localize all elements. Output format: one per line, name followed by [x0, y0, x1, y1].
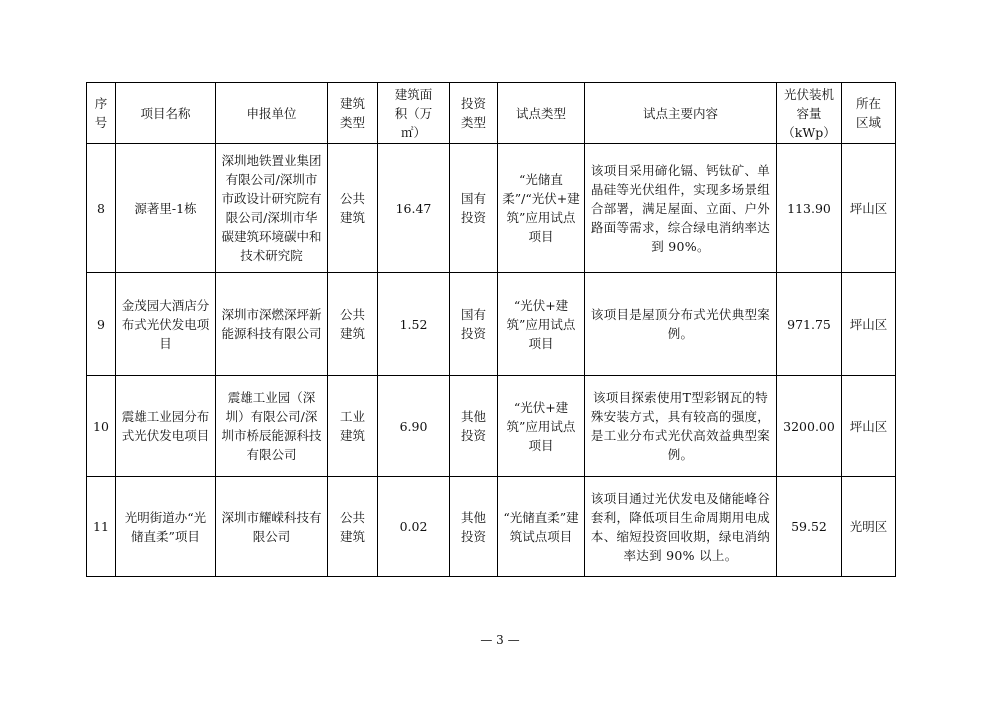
cell-building-type: 公共建筑: [328, 273, 378, 376]
cell-area: 0.02: [378, 477, 450, 577]
cell-content: 该项目探索使用T型彩钢瓦的特殊安装方式，具有较高的强度，是工业分布式光伏高效益典型案例。: [585, 376, 777, 477]
cell-content: 该项目通过光伏发电及储能峰谷套利，降低项目生命周期用电成本、缩短投资回收期，绿电消纳率达到 90% 以上。: [585, 477, 777, 577]
cell-invest: 国有投资: [450, 273, 498, 376]
table-row: [87, 477, 896, 577]
cell-area: 16.47: [378, 144, 450, 273]
cell-no: 11: [87, 477, 116, 577]
cell-pilot: “光储直柔”/“光伏+建筑”应用试点项目: [498, 144, 585, 273]
cell-name: 光明街道办“光储直柔”项目: [116, 477, 216, 577]
header-row: [87, 83, 896, 144]
cell-district: 坪山区: [842, 144, 896, 273]
table-row: [87, 376, 896, 477]
header-district: 所在区域: [842, 83, 896, 144]
cell-area: 6.90: [378, 376, 450, 477]
cell-capacity: 971.75: [777, 273, 842, 376]
cell-no: 8: [87, 144, 116, 273]
cell-district: 坪山区: [842, 273, 896, 376]
table-row: [87, 273, 896, 376]
cell-pilot: “光伏+建筑”应用试点项目: [498, 273, 585, 376]
header-name: 项目名称: [116, 83, 216, 144]
cell-content: 该项目采用碲化镉、钙钛矿、单晶硅等光伏组件，实现多场景组合部署，满足屋面、立面、户外路面等需求，综合绿电消纳率达到 90%。: [585, 144, 777, 273]
header-building-type: 建筑类型: [328, 83, 378, 144]
cell-district: 坪山区: [842, 376, 896, 477]
cell-invest: 其他投资: [450, 376, 498, 477]
cell-unit: 震雄工业园（深圳）有限公司/深圳市桥辰能源科技有限公司: [216, 376, 328, 477]
cell-unit: 深圳地铁置业集团有限公司/深圳市市政设计研究院有限公司/深圳市华碳建筑环境碳中和技术研究院: [216, 144, 328, 273]
cell-name: 金茂园大酒店分布式光伏发电项目: [116, 273, 216, 376]
header-no: 序号: [87, 83, 116, 144]
cell-building-type: 公共建筑: [328, 144, 378, 273]
cell-name: 源著里-1栋: [116, 144, 216, 273]
header-area: 建筑面积（万㎡）: [378, 83, 450, 144]
cell-capacity: 113.90: [777, 144, 842, 273]
cell-name: 震雄工业园分布式光伏发电项目: [116, 376, 216, 477]
header-invest: 投资类型: [450, 83, 498, 144]
cell-unit: 深圳市耀嵘科技有限公司: [216, 477, 328, 577]
cell-unit: 深圳市深燃深坪新能源科技有限公司: [216, 273, 328, 376]
cell-pilot: “光伏+建筑”应用试点项目: [498, 376, 585, 477]
cell-pilot: “光储直柔”建筑试点项目: [498, 477, 585, 577]
page-number: — 3 —: [480, 633, 520, 647]
header-pilot: 试点类型: [498, 83, 585, 144]
projects-table: [86, 82, 896, 577]
cell-capacity: 59.52: [777, 477, 842, 577]
cell-invest: 国有投资: [450, 144, 498, 273]
cell-no: 9: [87, 273, 116, 376]
cell-capacity: 3200.00: [777, 376, 842, 477]
table-row: [87, 144, 896, 273]
cell-area: 1.52: [378, 273, 450, 376]
cell-content: 该项目是屋顶分布式光伏典型案例。: [585, 273, 777, 376]
header-capacity: 光伏装机容量（kWp）: [777, 83, 842, 144]
header-content: 试点主要内容: [585, 83, 777, 144]
header-unit: 申报单位: [216, 83, 328, 144]
cell-district: 光明区: [842, 477, 896, 577]
cell-building-type: 公共建筑: [328, 477, 378, 577]
cell-invest: 其他投资: [450, 477, 498, 577]
cell-building-type: 工业建筑: [328, 376, 378, 477]
cell-no: 10: [87, 376, 116, 477]
